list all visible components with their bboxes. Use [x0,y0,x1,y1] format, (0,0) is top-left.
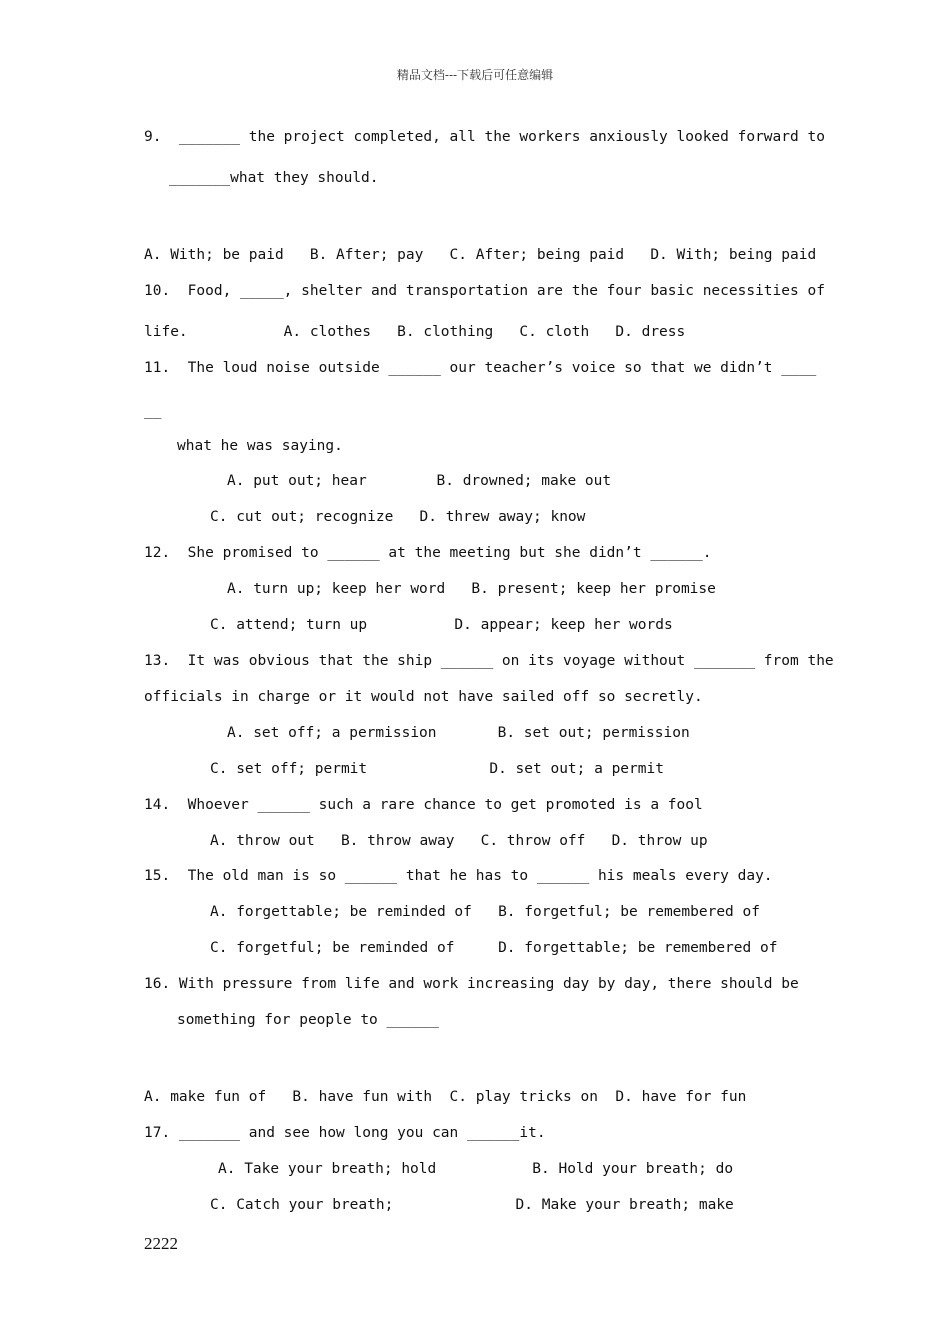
question-13-options-cd: C. set off; permit D. set out; a permit [210,761,664,777]
question-15-options-cd: C. forgetful; be reminded of D. forgettable; be remembered of [210,940,778,956]
question-13-line-1: 13. It was obvious that the ship ______ on its voyage without _______ from the [144,653,834,669]
question-16-options: A. make fun of B. have fun with C. play tricks on D. have for fun [144,1089,747,1105]
page-footer: 2222 [144,1234,178,1253]
question-14-options: A. throw out B. throw away C. throw off D. throw up [210,833,708,849]
question-14-line-1: 14. Whoever ______ such a rare chance to get promoted is a fool [144,797,703,813]
question-17-line-1: 17. _______ and see how long you can ______it. [144,1125,546,1141]
question-17-options-ab: A. Take your breath; hold B. Hold your breath; do [218,1161,734,1177]
page-header: 精品文档---下载后可任意编辑 [396,68,554,82]
question-11-options-ab: A. put out; hear B. drowned; make out [227,473,612,489]
question-11-line-1: 11. The loud noise outside ______ our teacher’s voice so that we didn’t ____ [144,360,817,376]
question-15-options-ab: A. forgettable; be reminded of B. forgetful; be remembered of [210,904,760,920]
question-11-options-cd: C. cut out; recognize D. threw away; know [210,509,586,525]
question-12-line-1: 12. She promised to ______ at the meeting but she didn’t ______. [144,545,712,561]
question-9-line-1: 9. _______ the project completed, all the workers anxiously looked forward to [144,129,825,145]
question-13-options-ab: A. set off; a permission B. set out; permission [227,725,690,741]
question-16-line-2: something for people to ______ [177,1012,439,1028]
question-16-line-1: 16. With pressure from life and work increasing day by day, there should be [144,976,799,992]
question-10-line-1: 10. Food, _____, shelter and transportation are the four basic necessities of [144,283,825,299]
question-13-line-2: officials in charge or it would not have sailed off so secretly. [144,689,703,705]
question-12-options-ab: A. turn up; keep her word B. present; keep her promise [227,581,716,597]
question-11-line-3: what he was saying. [177,438,343,454]
question-9-line-2: _______what they should. [169,170,379,186]
question-15-line-1: 15. The old man is so ______ that he has to ______ his meals every day. [144,868,773,884]
question-12-options-cd: C. attend; turn up D. appear; keep her words [210,617,673,633]
question-17-options-cd: C. Catch your breath; D. Make your breath; make [210,1197,734,1213]
question-11-line-2: __ [144,403,162,419]
question-9-options: A. With; be paid B. After; pay C. After; being paid D. With; being paid [144,247,817,263]
question-10-line-2: life. A. clothes B. clothing C. cloth D. dress [144,324,686,340]
